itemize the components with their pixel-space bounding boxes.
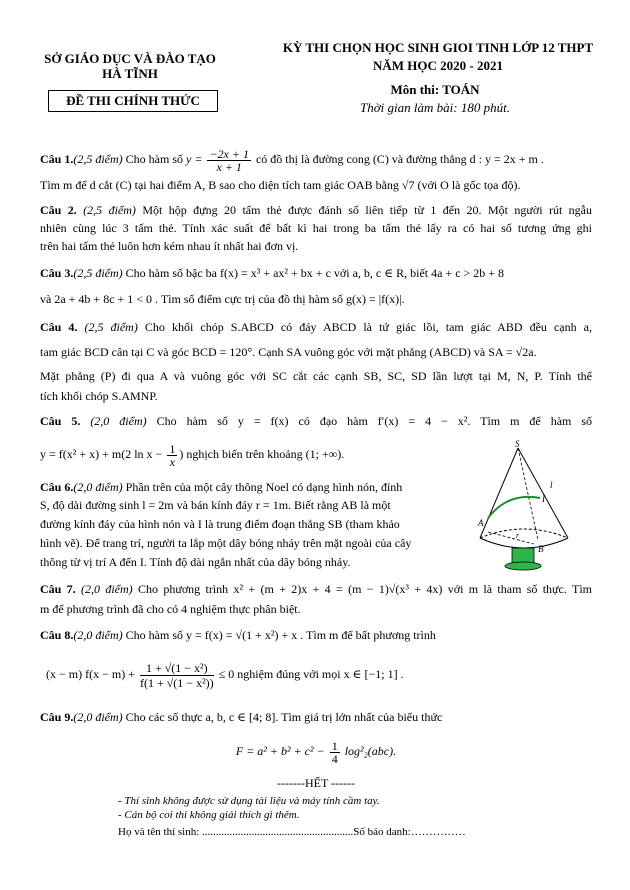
q1-fraction: $\frac{-2x + 1}{x + 1}$ [209,146,249,174]
question-7: Câu 7. (2,0 điểm) Cho phương trình x² + (m + 2)x + 4 = (m − 1)√(x³ + 4x) với m là tham số thực. Tìm [40,582,592,596]
cone-right-edge [518,448,568,538]
q5-fraction: $\frac{1}{x}$ [169,441,176,469]
duration: Thời gian làm bài: 180 phút. [360,100,510,115]
candidate-info: Họ và tên thí sinh: .......................................................Số báo danh:…………… [118,826,466,838]
question-4-line-2: tam giác BCD cân tại C và góc BCD = 120°. Cạnh SA vuông góc với mặt phẳng (ABCD) và SA = √2a. [40,345,537,359]
question-3: Câu 3.(2,5 điểm) Cho hàm số bậc ba f(x) = x³ + ax² + bx + c với a, b, c ∈ R, biết 4a + c > 2b + 8 [40,266,505,280]
cone-figure [468,440,592,576]
question-6-line-5: thông từ vị trí A đến I. Tính độ dài ngắn nhất của dây bóng nháy. [40,555,351,569]
label-point-b: B [538,544,544,554]
cone-left-edge [480,448,518,538]
question-4-line-3: Mặt phẳng (P) đi qua A và vuông góc với SC cắt các cạnh SB, SC, SD lần lượt tại M, N, P. Tính thể [40,369,592,383]
question-7-line-2: m để phương trình đã cho có 4 nghiệm thực phân biệt. [40,602,301,616]
question-2: Câu 2. (2,5 điểm) Một hộp đựng 20 tấm thẻ được đánh số liên tiếp từ 1 đến 20. Một người rút ngẫu [40,203,593,217]
exam-title: KỲ THI CHỌN HỌC SINH GIOI TINH LỚP 12 THPT [282,40,594,55]
department-name: SỞ GIÁO DỤC VÀ ĐÀO TẠO HÀ TĨNH [44,51,216,81]
label-point-a: A [478,518,484,528]
question-5-line-2: y = f(x² + x) + m(2 ln x − $\frac{1}{x}$ ) nghịch biến trên khoảng (1; +∞). [40,441,345,469]
label-slant-l: l [550,480,553,490]
question-2-line-3: trên hai tấm thẻ luôn hơn kém nhau ít nhất hai đơn vị. [40,239,299,253]
question-8: Câu 8.(2,0 điểm) Cho hàm số y = f(x) = √(1 + x²) + x . Tìm m để bất phương trình [40,628,436,642]
note-2: - Cán bộ coi thi không giải thích gì thêm. [118,809,300,821]
cone-diameter [488,532,534,544]
question-1-line-2: Tìm m để d cắt (C) tại hai điểm A, B sao cho diện tích tam giác OAB bằng √7 (với O là gốc tọa độ). [40,178,521,192]
q9-fraction: $\frac{1}{4}$ [331,738,338,766]
end-marker: -------HẾT ------ [276,776,356,790]
q8-fraction: $\frac{\text{1 + √(1 − x²)}}{\text{f(1 + √(1 − x²))}}$ [139,660,214,690]
question-2-line-2: nhiên cùng lúc 3 tấm thẻ. Tính xác suất để bất kì hai trong ba tấm thẻ lấy ra có hai số tương ứng ghi [40,221,592,235]
question-4-line-4: tích khối chóp S.AMNP. [40,389,158,403]
question-8-line-2: (x − m) f(x − m) + $\frac{\text{1 + √(1 − x²)}}{\text{f(1 + √(1 − x²))}}$ ≤ 0 nghiệm đúng với mọi x ∈ [−1; 1] . [46,660,404,690]
subject: Môn thi: TOÁN [390,82,480,97]
question-9: Câu 9.(2,0 điểm) Cho các số thực a, b, c ∈ [4; 8]. Tìm giá trị lớn nhất của biểu thức [40,710,443,724]
label-apex-s: S [515,440,520,449]
question-6-line-4: hình vẽ). Để trang trí, người ta lắp một dây bóng nháy trên mặt ngoài của cây [40,536,412,550]
tree-pot [505,562,541,570]
question-6: Câu 6.(2,0 điểm) Phần trên của một cây thông Noel có dạng hình nón, đỉnh [40,480,403,494]
question-3-line-2: và 2a + 4b + 8c + 1 < 0 . Tìm số điểm cực trị của đồ thị hàm số g(x) = |f(x)|. [40,292,405,306]
question-6-line-3: đường kính đáy của hình nón và I là trung điểm đoạn thẳng SB (tham khảo [40,517,400,531]
official-exam-label: ĐỀ THI CHÍNH THỨC [48,90,218,112]
cone-axis [518,448,538,540]
question-4: Câu 4. (2,5 điểm) Cho khối chóp S.ABCD có đáy ABCD là tứ giác lồi, tam giác ABD đều cạnh a, [40,320,593,334]
tree-trunk [512,548,534,564]
cone-base-front [480,538,568,548]
label-radius-r: r [516,531,520,540]
question-9-formula: F = a² + b² + c² − $\frac{1}{4}$ log²₂(abc). [235,738,397,766]
question-5: Câu 5. (2,0 điểm) Cho hàm số y = f(x) có đạo hàm f′(x) = 4 − x². Tìm m để hàm số [40,414,593,428]
label-point-i: I [542,494,545,504]
note-1: - Thí sinh không được sử dụng tài liệu và máy tính cầm tay. [118,795,380,807]
question-6-line-2: S, độ dài đường sinh l = 2m và bán kính đáy r = 1m. Biết rằng AB là một [40,498,391,512]
question-1: Câu 1.(2,5 điểm) Cho hàm số y = $\frac{-2x + 1}{x + 1}$ có đồ thị là đường cong (C) và đường thẳng d : y = 2x + m . [40,146,544,174]
school-year: NĂM HỌC 2020 - 2021 [373,58,503,73]
